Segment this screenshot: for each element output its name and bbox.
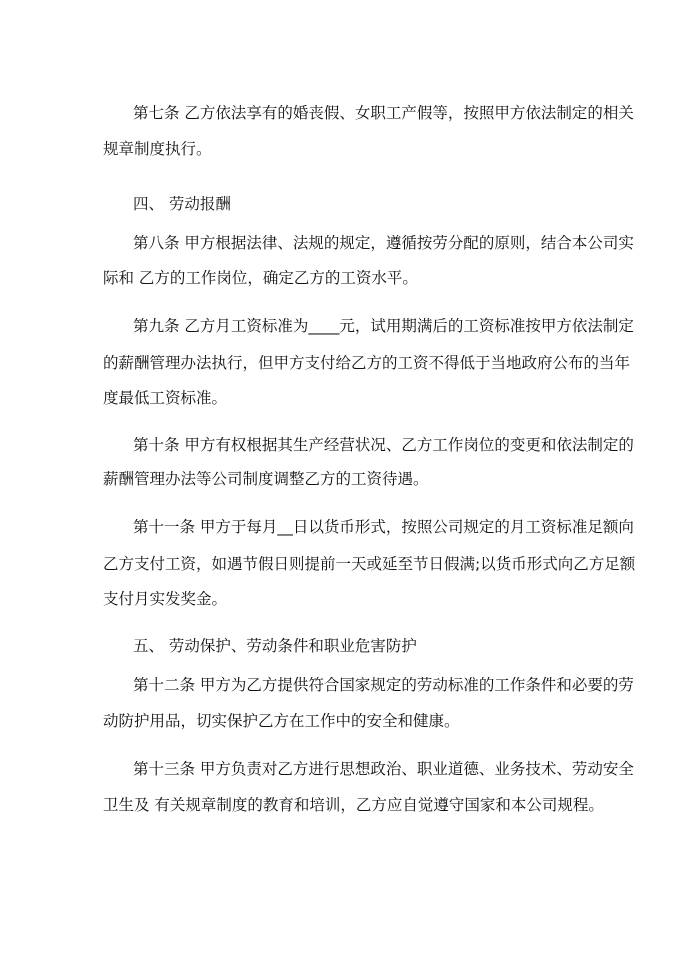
article-8-line-1: 第八条 甲方根据法律、法规的规定，遵循按劳分配的原则，结合本公司实 — [133, 234, 634, 252]
article-8-line-2: 际和 乙方的工作岗位，确定乙方的工资水平。 — [103, 269, 418, 287]
article-9-line-1: 第九条 乙方月工资标准为____元，试用期满后的工资标准按甲方依法制定 — [133, 317, 634, 335]
article-11-line-1: 第十一条 甲方于每月__日以货币形式，按照公司规定的月工资标准足额向 — [133, 518, 634, 536]
article-12-line-2: 动防护用品，切实保护乙方在工作中的安全和健康。 — [103, 712, 460, 730]
article-13-line-2: 卫生及 有关规章制度的教育和培训，乙方应自觉遵守国家和本公司规程。 — [103, 796, 604, 814]
article-9-line-3: 度最低工资标准。 — [103, 389, 228, 407]
section-5-heading: 五、 劳动保护、劳动条件和职业危害防护 — [133, 637, 417, 655]
article-12-line-1: 第十二条 甲方为乙方提供符合国家规定的劳动标准的工作条件和必要的劳 — [133, 676, 634, 694]
article-11-line-2: 乙方支付工资，如遇节假日则提前一天或延至节日假满;以货币形式向乙方足额 — [103, 555, 636, 573]
article-7-line-1: 第七条 乙方依法享有的婚丧假、女职工产假等，按照甲方依法制定的相关 — [133, 104, 634, 122]
article-11-line-3: 支付月实发奖金。 — [103, 590, 228, 608]
article-10-line-2: 薪酬管理办法等公司制度调整乙方的工资待遇。 — [103, 470, 429, 488]
section-4-heading: 四、 劳动报酬 — [133, 195, 231, 213]
article-9-line-2: 的薪酬管理办法执行，但甲方支付给乙方的工资不得低于当地政府公布的当年 — [103, 354, 631, 372]
article-13-line-1: 第十三条 甲方负责对乙方进行思想政治、职业道德、业务技术、劳动安全 — [133, 760, 634, 778]
article-10-line-1: 第十条 甲方有权根据其生产经营状况、乙方工作岗位的变更和依法制定的 — [133, 436, 634, 454]
article-7-line-2: 规章制度执行。 — [103, 140, 212, 158]
